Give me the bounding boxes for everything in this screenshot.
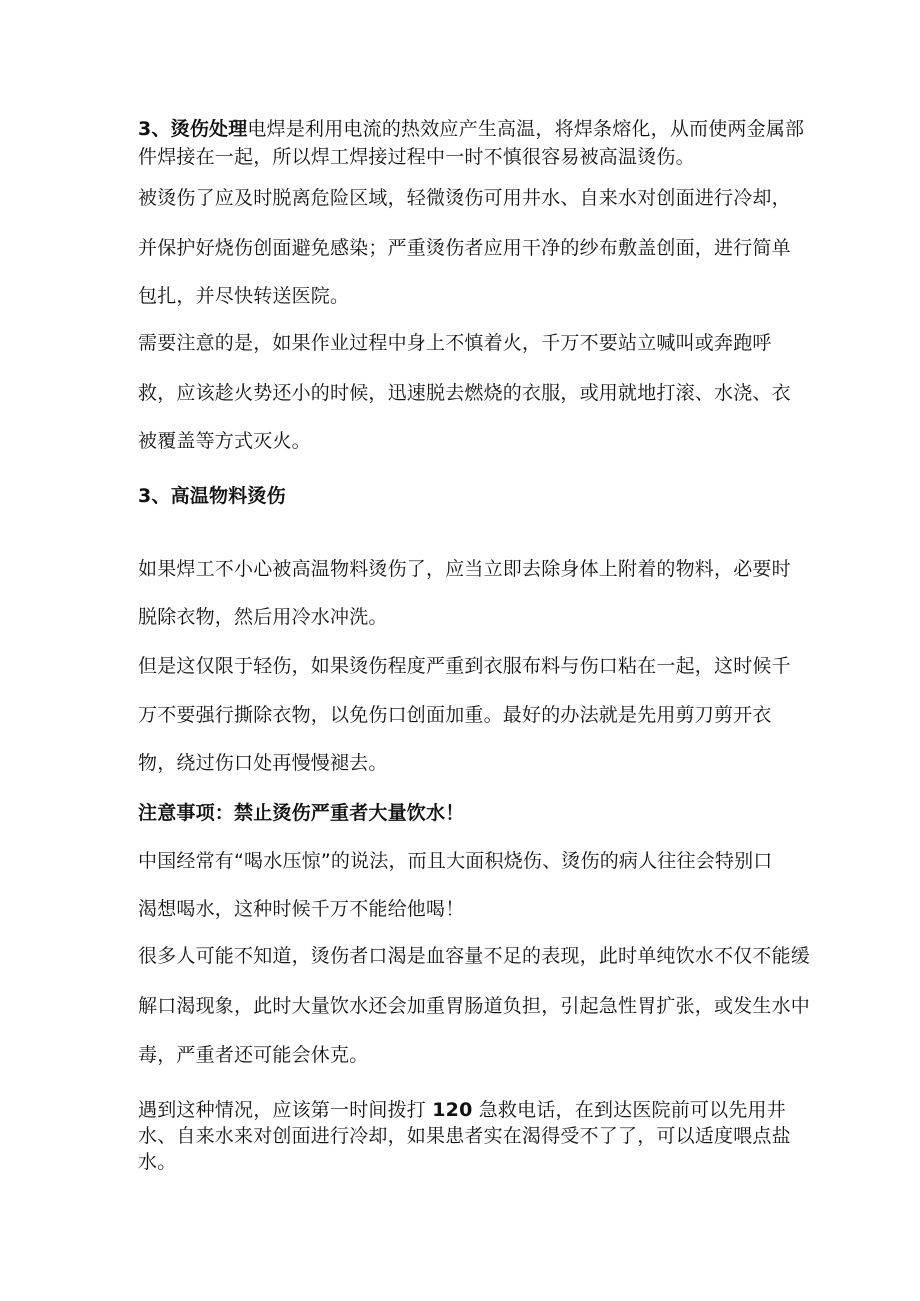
section2-paragraph-line: 物，绕过伤口处再慢慢褪去。 <box>138 752 388 774</box>
section3-paragraph-line: 水、自来水来对创面进行冷却，如果患者实在渴得受不了了，可以适度喂点盐 <box>138 1125 791 1147</box>
section3-paragraph-line: 很多人可能不知道，烫伤者口渴是血容量不足的表现，此时单纯饮水不仅不能缓 <box>138 945 811 967</box>
section1-line: 件焊接在一起，所以焊工焊接过程中一时不慎很容易被高温烫伤。 <box>138 146 695 168</box>
section3-paragraph-line <box>138 1098 786 1122</box>
text-segment: 遇到这种情况，应该第一时间拨打 <box>138 1099 433 1121</box>
section3-paragraph-line: 中国经常有“喝水压惊”的说法，而且大面积烧伤、烫伤的病人往往会特别口 <box>138 850 773 872</box>
section3-heading: 注意事项：禁止烫伤严重者大量饮水！ <box>138 802 465 824</box>
section1-intro-text: 电焊是利用电流的热效应产生高温，将焊条熔化，从而使两金属部 <box>247 118 805 140</box>
section1-first-line <box>138 117 804 141</box>
section3-paragraph-line: 解口渴现象，此时大量饮水还会加重胃肠道负担，引起急性胃扩张，或发生水中 <box>138 995 811 1017</box>
section1-paragraph-line: 被烫伤了应及时脱离危险区域，轻微烫伤可用井水、自来水对创面进行冷却， <box>138 187 791 209</box>
section3-paragraph-line: 毒，严重者还可能会休克。 <box>138 1044 369 1066</box>
emergency-number: 120 <box>432 1099 473 1121</box>
section3-paragraph-line: 渴想喝水，这种时候千万不能给他喝！ <box>138 898 465 920</box>
text-segment: 急救电话，在到达医院前可以先用井 <box>472 1099 786 1121</box>
section1-paragraph-line: 需要注意的是，如果作业过程中身上不慎着火，千万不要站立喊叫或奔跑呼 <box>138 332 772 354</box>
section2-paragraph-line: 脱除衣物，然后用冷水冲洗。 <box>138 606 388 628</box>
section2-paragraph-line: 如果焊工不小心被高温物料烫伤了，应当立即去除身体上附着的物料，必要时 <box>138 558 791 580</box>
section1-paragraph-line: 被覆盖等方式灭火。 <box>138 430 311 452</box>
section2-paragraph-line: 万不要强行撕除衣物，以免伤口创面加重。最好的办法就是先用剪刀剪开衣 <box>138 704 772 726</box>
section3-paragraph-line: 水。 <box>138 1151 177 1173</box>
section1-paragraph-line: 并保护好烧伤创面避免感染；严重烫伤者应用干净的纱布敷盖创面，进行简单 <box>138 237 791 259</box>
section2-paragraph-line: 但是这仅限于轻伤，如果烫伤程度严重到衣服布料与伤口粘在一起，这时候千 <box>138 655 791 677</box>
section1-heading: 3、烫伤处理 <box>138 118 248 140</box>
section2-heading: 3、高温物料烫伤 <box>138 485 286 507</box>
section1-paragraph-line: 包扎，并尽快转送医院。 <box>138 285 350 307</box>
section1-paragraph-line: 救，应该趁火势还小的时候，迅速脱去燃烧的衣服，或用就地打滚、水浇、衣 <box>138 382 791 404</box>
